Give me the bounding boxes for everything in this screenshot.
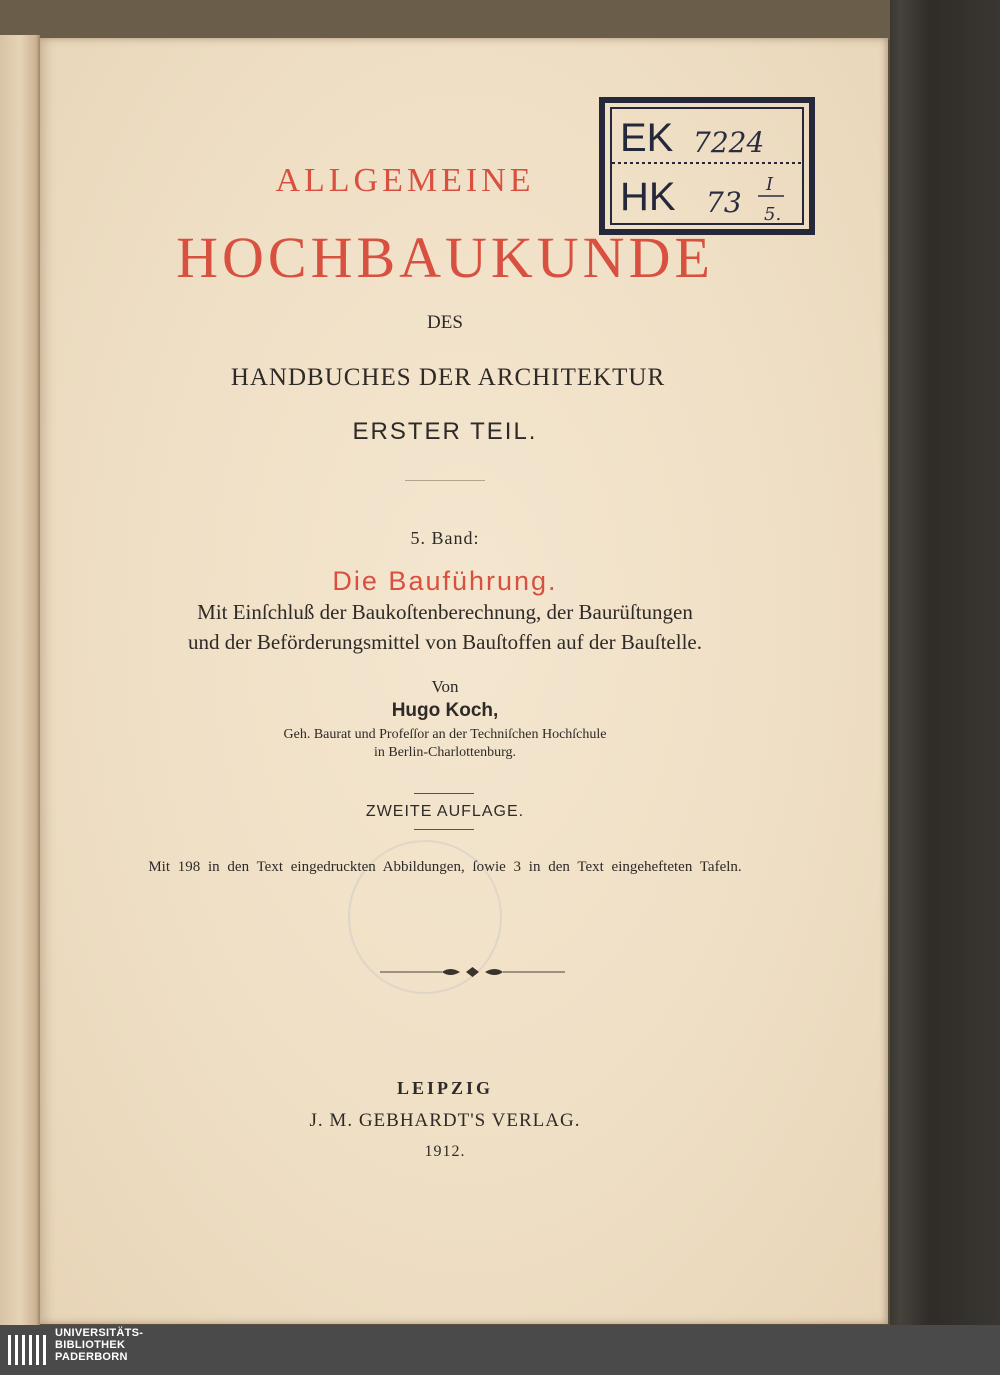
title-line-handbuches: HANDBUCHES DER ARCHITEKTUR — [230, 364, 666, 391]
library-call-number-stamp — [598, 96, 816, 236]
author-title-line-1: Geh. Baurat und Profeſſor an der Techniſchen Hochſchule — [283, 727, 607, 742]
stamp-row2-prefix: HK — [620, 175, 676, 219]
title-line-hochbaukunde: HOCHBAUKUNDE — [176, 225, 714, 290]
description-line-2: und der Beförderungsmittel von Bauſtoffen auf der Bauſtelle. — [188, 630, 702, 654]
library-footer-banner — [0, 1325, 1000, 1375]
library-name — [55, 1327, 143, 1363]
library-name-line-3: PADERBORN — [55, 1351, 128, 1363]
publisher-name: J. M. GEBHARDT'S VERLAG. — [309, 1110, 581, 1131]
description-line-1: Mit Einſchluß der Baukoſtenberechnung, der Baurüſtungen — [197, 600, 693, 624]
scan-top-edge — [0, 0, 1000, 40]
library-name-line-2: BIBLIOTHEK — [55, 1339, 126, 1351]
illustrations-note: Mit 198 in den Text eingedruckten Abbildungen, ſowie 3 in den Text eingehefteten Tafeln. — [148, 859, 742, 875]
stamp-fraction-top: I — [766, 174, 774, 195]
ornament-divider — [380, 966, 565, 978]
volume-label: 5. Band: — [410, 528, 480, 548]
publisher-city: LEIPZIG — [396, 1078, 494, 1098]
edition-rule-bottom — [414, 829, 474, 830]
von-label: Von — [431, 677, 459, 696]
author-title-line-2: in Berlin-Charlottenburg. — [373, 745, 517, 760]
stamp-row1-prefix: EK — [620, 116, 674, 160]
library-logo-icon — [8, 1335, 46, 1365]
title-line-allgemeine: ALLGEMEINE — [275, 162, 535, 199]
divider-rule — [405, 480, 485, 481]
stamp-row1-number: 7224 — [693, 126, 765, 159]
edition-rule-top — [414, 793, 474, 794]
publication-year: 1912. — [424, 1143, 466, 1160]
edition-label: ZWEITE AUFLAGE. — [365, 803, 525, 820]
title-line-des: DES — [427, 312, 463, 333]
title-line-erster-teil: ERSTER TEIL. — [352, 418, 538, 445]
stamp-fraction-bottom: 5. — [764, 204, 782, 225]
author-name: Hugo Koch, — [391, 700, 499, 721]
volume-subject: Die Bauführung. — [332, 566, 558, 596]
stamp-row2-number: 73 — [706, 186, 742, 219]
library-name-line-1: UNIVERSITÄTS- — [55, 1327, 144, 1339]
